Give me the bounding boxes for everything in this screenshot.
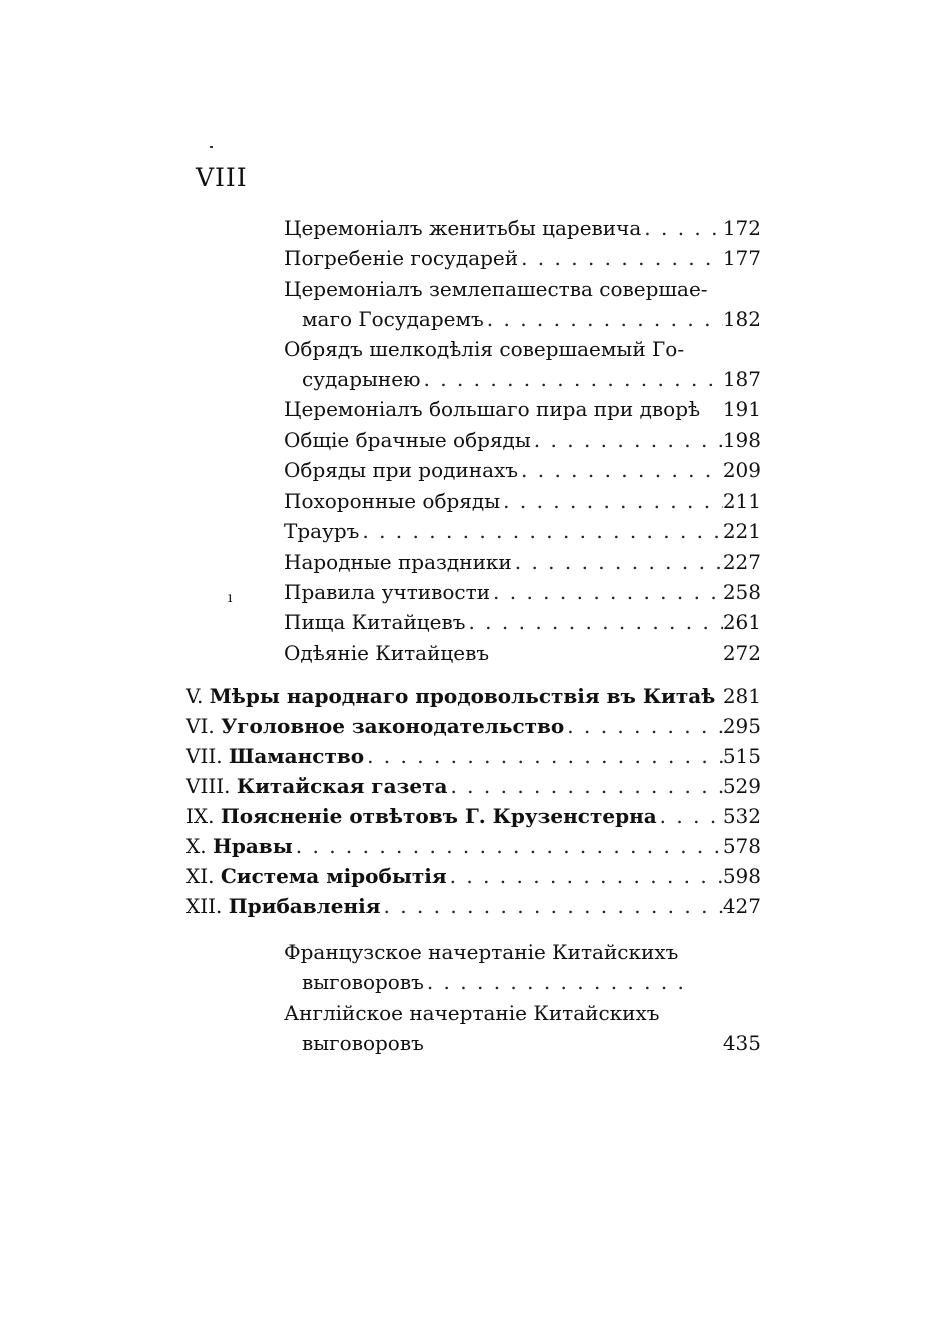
toc-entry-funeral: Похоронные обряды . . . 211 — [284, 486, 761, 516]
print-speck — [210, 146, 213, 148]
page-number: 435 — [722, 1031, 761, 1055]
page-number: 427 — [722, 894, 761, 918]
toc-entry-wedding: Церемоніалъ женитьбы царевича . . . 172 — [284, 213, 761, 243]
page-folio: VIII — [196, 163, 248, 192]
toc-entry-burial: Погребеніе государей . . . 177 — [284, 243, 761, 273]
page-number: 221 — [722, 519, 761, 543]
page-number: 515 — [722, 744, 761, 768]
page-number: 261 — [722, 610, 761, 634]
toc-chapter-v: V. Мѣры народнаго продовольствія въ Китаѣ 281 — [186, 681, 761, 711]
page-number: 258 — [722, 580, 761, 604]
toc-entry-silk: Обрядъ шелкодѣлія совершаемый Го- сударынею . . . 187 — [284, 334, 761, 394]
page-number: 177 — [722, 246, 761, 270]
page-number: 191 — [722, 397, 761, 421]
toc-entry-politeness: Правила учтивости . . . 258 — [284, 577, 761, 607]
page-number: 182 — [722, 307, 761, 331]
toc-entry-marriage: Общіе брачные обряды . . . 198 — [284, 425, 761, 455]
toc-chapter-ix: IX. Поясненіе отвѣтовъ Г. Крузенстерна . . . 532 — [186, 801, 761, 831]
page-number: 578 — [722, 834, 761, 858]
toc-chapter-xii: XII. Прибавленія . . . 427 — [186, 891, 761, 921]
toc-entry-feast: Церемоніалъ большаго пира при дворѣ 191 — [284, 394, 761, 424]
page-number: 529 — [722, 774, 761, 798]
toc-entry-food: Пища Китайцевъ . . . 261 — [284, 607, 761, 637]
page-number: 227 — [722, 550, 761, 574]
toc-entry-holidays: Народные праздники . . . 227 — [284, 547, 761, 577]
toc-appendix-french: Французское начертаніе Китайскихъ выговоровъ . . . — [284, 937, 761, 997]
page-number: 532 — [722, 804, 761, 828]
page-number: 598 — [722, 864, 761, 888]
page-number: 209 — [722, 458, 761, 482]
toc-chapter-x: X. Нравы . . . 578 — [186, 831, 761, 861]
toc-entry-mourning: Трауръ . . . 221 — [284, 516, 761, 546]
toc-entry-birth: Обряды при родинахъ . . . 209 — [284, 455, 761, 485]
toc-appendix-english: Англійское начертаніе Китайскихъ выговоровъ 435 — [284, 998, 761, 1058]
toc-chapter-vii: VII. Шаманство . . . 515 — [186, 741, 761, 771]
page-number: 211 — [722, 489, 761, 513]
toc-chapter-vi: VI. Уголовное законодательство . . . 295 — [186, 711, 761, 741]
toc-chapter-viii: VIII. Китайская газета . . . 529 — [186, 771, 761, 801]
page-number: 281 — [722, 684, 761, 708]
toc-chapter-xi: XI. Система міробытія . . . 598 — [186, 861, 761, 891]
page-number: 198 — [722, 428, 761, 452]
page-number: 272 — [722, 641, 761, 665]
margin-mark: ı — [228, 590, 233, 606]
toc-entry-ploughing: Церемоніалъ землепашества совершае- маго Государемъ . . . 182 — [284, 274, 761, 334]
page-number: 295 — [722, 714, 761, 738]
toc-entry-clothing: Одѣяніе Китайцевъ 272 — [284, 638, 761, 668]
page-number: 187 — [722, 367, 761, 391]
page-number: 172 — [722, 216, 761, 240]
